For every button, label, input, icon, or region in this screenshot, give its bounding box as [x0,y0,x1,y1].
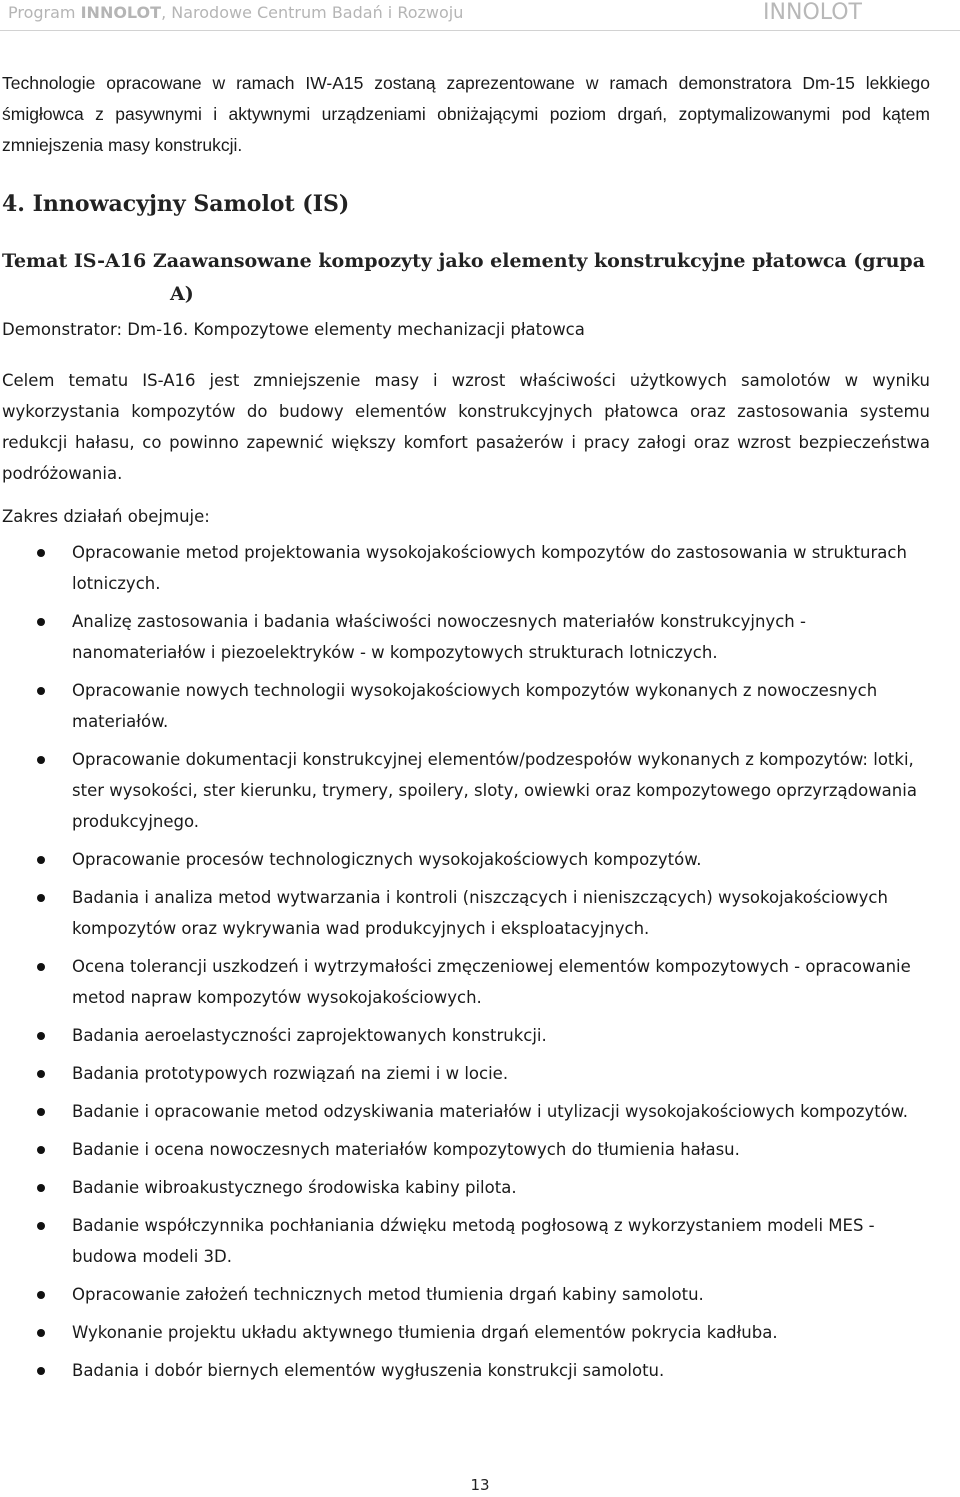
list-item-text: Opracowanie założeń technicznych metod tłumienia drgań kabiny samolotu. [72,1285,704,1304]
bullet-icon [37,856,45,864]
bullet-icon [37,1367,45,1375]
bullet-icon [37,1032,45,1040]
bullet-icon [37,1108,45,1116]
header-program-name: INNOLOT [80,3,162,22]
list-item-text: Opracowanie metod projektowania wysokojakościowych kompozytów do zastosowania w strukturach lotniczych. [72,543,907,593]
list-item [2,744,930,837]
bullet-icon [37,618,45,626]
list-item [2,1058,930,1089]
header-divider [0,30,960,31]
bullet-icon [37,1184,45,1192]
topic-heading: Temat IS-A16 Zaawansowane kompozyty jako elementy konstrukcyjne płatowca (grupa A) [2,250,926,305]
list-item [2,1279,930,1310]
demonstrator-line: Demonstrator: Dm-16. Kompozytowe elementy mechanizacji płatowca [2,320,585,339]
list-item [2,1020,930,1051]
bullet-icon [37,894,45,902]
intro-paragraph: Technologie opracowane w ramach IW-A15 zostaną zaprezentowane w ramach demonstratora Dm-15 lekkiego śmigłowca z pasywnymi i aktywnymi urządzeniami obniżającymi poziom drgań, zoptymalizowanymi pod kątem zmniejszenia masy konstrukcji. [2,73,930,155]
list-item [2,606,930,668]
list-item-text: Opracowanie procesów technologicznych wysokojakościowych kompozytów. [72,850,702,869]
list-item-text: Opracowanie dokumentacji konstrukcyjnej elementów/podzespołów wykonanych z kompozytów: lotki, ster wysokości, ster kierunku, trymery, spoilery, sloty, owiewki oraz kompozytowego oprzyrządowania produkcyjnego. [72,750,917,831]
list-item-text: Badanie i ocena nowoczesnych materiałów kompozytowych do tłumienia hałasu. [72,1140,740,1159]
bullet-icon [37,1329,45,1337]
list-item-text: Badania i analiza metod wytwarzania i kontroli (niszczących i nieniszczących) wysokojakościowych kompozytów oraz wykrywania wad produkcyjnych i eksploatacyjnych. [72,888,888,938]
bullet-icon [37,1146,45,1154]
scope-list [2,537,930,1386]
list-item [2,844,930,875]
document-body [2,68,930,1393]
page-header [0,0,960,30]
list-item [2,1317,930,1348]
list-item-text: Wykonanie projektu układu aktywnego tłumienia drgań elementów pokrycia kadłuba. [72,1323,778,1342]
list-item-text: Badanie współczynnika pochłaniania dźwięku metodą pogłosową z wykorzystaniem modeli MES - budowa modeli 3D. [72,1216,875,1266]
bullet-icon [37,1222,45,1230]
list-item [2,882,930,944]
list-item [2,1096,930,1127]
list-item-text: Opracowanie nowych technologii wysokojakościowych kompozytów wykonanych z nowoczesnych materiałów. [72,681,878,731]
scope-label: Zakres działań obejmuje: [2,507,210,526]
header-program-title: Program INNOLOT, Narodowe Centrum Badań i Rozwoju [8,3,464,22]
list-item [2,1210,930,1272]
list-item-text: Badanie wibroakustycznego środowiska kabiny pilota. [72,1178,517,1197]
list-item-text: Badania aeroelastyczności zaprojektowanych konstrukcji. [72,1026,547,1045]
list-item [2,1172,930,1203]
bullet-icon [37,1291,45,1299]
bullet-icon [37,1070,45,1078]
list-item-text: Analizę zastosowania i badania właściwości nowoczesnych materiałów konstrukcyjnych - nanomateriałów i piezoelektryków - w kompozytowych strukturach lotniczych. [72,612,806,662]
bullet-icon [37,687,45,695]
bullet-icon [37,963,45,971]
list-item [2,1355,930,1386]
page-number: 13 [470,1476,490,1494]
list-item [2,675,930,737]
list-item [2,537,930,599]
list-item-text: Ocena tolerancji uszkodzeń i wytrzymałości zmęczeniowej elementów kompozytowych - opracowanie metod napraw kompozytów wysokojakościowych. [72,957,911,1007]
bullet-icon [37,549,45,557]
section-heading: 4. Innowacyjny Samolot (IS) [2,191,350,217]
list-item-text: Badania i dobór biernych elementów wygłuszenia konstrukcji samolotu. [72,1361,665,1380]
bullet-icon [37,756,45,764]
list-item [2,951,930,1013]
list-item [2,1134,930,1165]
header-logo-text: INNOLOT [763,0,862,25]
list-item-text: Badania prototypowych rozwiązań na ziemi i w locie. [72,1064,509,1083]
goal-paragraph: Celem tematu IS-A16 jest zmniejszenie masy i wzrost właściwości użytkowych samolotów w wyniku wykorzystania kompozytów do budowy elementów konstrukcyjnych płatowca oraz zastosowania systemu redukcji hałasu, co powinno zapewnić większy komfort pasażerów i pracy załogi oraz wzrost bezpieczeństwa podróżowania. [2,371,930,483]
list-item-text: Badanie i opracowanie metod odzyskiwania materiałów i utylizacji wysokojakościowych kompozytów. [72,1102,909,1121]
